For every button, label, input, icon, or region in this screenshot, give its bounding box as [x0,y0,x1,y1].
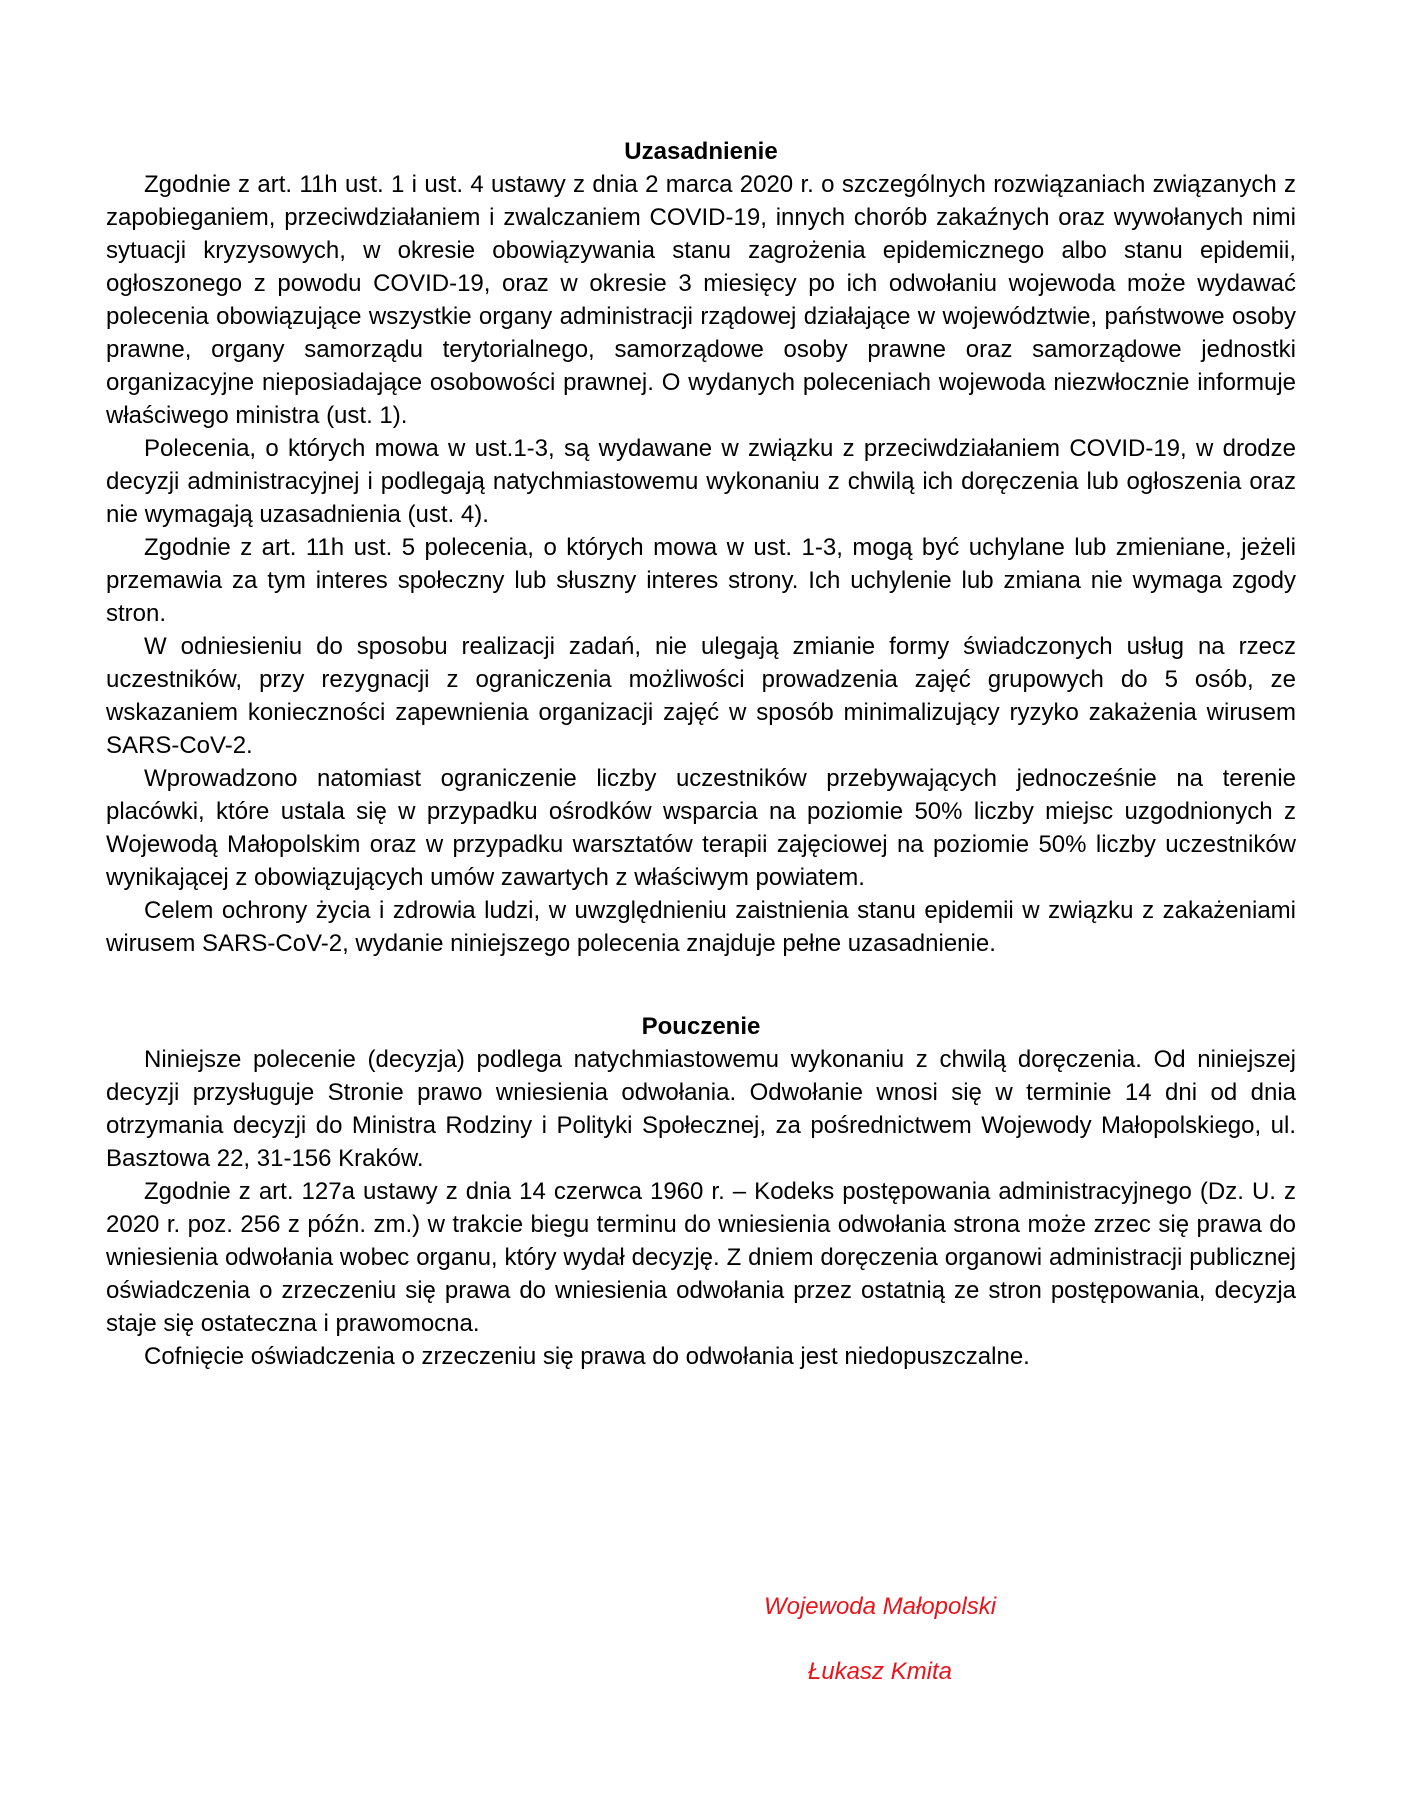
signatory-office: Wojewoda Małopolski [763,1593,997,1620]
justification-paragraph-4: W odniesieniu do sposobu realizacji zadań, nie ulegają zmianie formy świadczonych usług na rzecz uczestników, przy rezygnacji z ograniczenia możliwości prowadzenia zajęć grupowych do 5 osób, ze wskazaniem konieczności zapewnienia organizacji zajęć w sposób minimalizujący ryzyko zakażenia wirusem SARS-CoV-2. [106,633,1296,759]
justification-paragraph-3: Zgodnie z art. 11h ust. 5 polecenia, o których mowa w ust. 1-3, mogą być uchylane lub zmieniane, jeżeli przemawia za tym interes społeczny lub słuszny interes strony. Ich uchylenie lub zmiana nie wymaga zgody stron. [106,534,1296,627]
instruction-paragraph-3: Cofnięcie oświadczenia o zrzeczeniu się prawa do odwołania jest niedopuszczalne. [144,1343,1030,1370]
signature-block [700,1590,1060,1688]
justification-paragraph-2: Polecenia, o których mowa w ust.1-3, są wydawane w związku z przeciwdziałaniem COVID-19, w drodze decyzji administracyjnej i podlegają natychmiastowemu wykonaniu z chwilą ich doręczenia lub ogłoszenia oraz nie wymagają uzasadnienia (ust. 4). [106,435,1296,528]
justification-section [106,135,1296,960]
signatory-name: Łukasz Kmita [807,1658,953,1685]
instruction-paragraph-1: Niniejsze polecenie (decyzja) podlega natychmiastowemu wykonaniu z chwilą doręczenia. Od niniejszej decyzji przysługuje Stronie prawo wniesienia odwołania. Odwołanie wnosi się w terminie 14 dni od dnia otrzymania decyzji do Ministra Rodziny i Polityki Społecznej, za pośrednictwem Wojewody Małopolskiego, ul. Basztowa 22, 31-156 Kraków. [106,1046,1296,1172]
justification-title: Uzasadnienie [624,138,778,165]
instruction-paragraph-2: Zgodnie z art. 127a ustawy z dnia 14 czerwca 1960 r. – Kodeks postępowania administracyjnego (Dz. U. z 2020 r. poz. 256 z późn. zm.) w trakcie biegu terminu do wniesienia odwołania strona może zrzec się prawa do wniesienia odwołania wobec organu, który wydał decyzję. Z dniem doręczenia organowi administracji publicznej oświadczenia o zrzeczeniu się prawa do wniesienia odwołania przez ostatnią ze stron postępowania, decyzja staje się ostateczna i prawomocna. [106,1178,1296,1337]
justification-paragraph-5: Wprowadzono natomiast ograniczenie liczby uczestników przebywających jednocześnie na terenie placówki, które ustala się w przypadku ośrodków wsparcia na poziomie 50% liczby miejsc uzgodnionych z Wojewodą Małopolskim oraz w przypadku warsztatów terapii zajęciowej na poziomie 50% liczby uczestników wynikającej z obowiązujących umów zawartych z właściwym powiatem. [106,765,1296,891]
justification-paragraph-6: Celem ochrony życia i zdrowia ludzi, w uwzględnieniu zaistnienia stanu epidemii w związku z zakażeniami wirusem SARS-CoV-2, wydanie niniejszego polecenia znajduje pełne uzasadnienie. [106,897,1296,957]
instruction-title: Pouczenie [641,1013,761,1040]
document-body [106,135,1296,1373]
instruction-section [106,1010,1296,1373]
justification-paragraph-1: Zgodnie z art. 11h ust. 1 i ust. 4 ustawy z dnia 2 marca 2020 r. o szczególnych rozwiązaniach związanych z zapobieganiem, przeciwdziałaniem i zwalczaniem COVID-19, innych chorób zakaźnych oraz wywołanych nimi sytuacji kryzysowych, w okresie obowiązywania stanu zagrożenia epidemicznego albo stanu epidemii, ogłoszonego z powodu COVID-19, oraz w okresie 3 miesięcy po ich odwołaniu wojewoda może wydawać polecenia obowiązujące wszystkie organy administracji rządowej działające w województwie, państwowe osoby prawne, organy samorządu terytorialnego, samorządowe osoby prawne oraz samorządowe jednostki organizacyjne nieposiadające osobowości prawnej. O wydanych poleceniach wojewoda niezwłocznie informuje właściwego ministra (ust. 1). [106,171,1296,429]
section-spacer [106,960,1296,1010]
